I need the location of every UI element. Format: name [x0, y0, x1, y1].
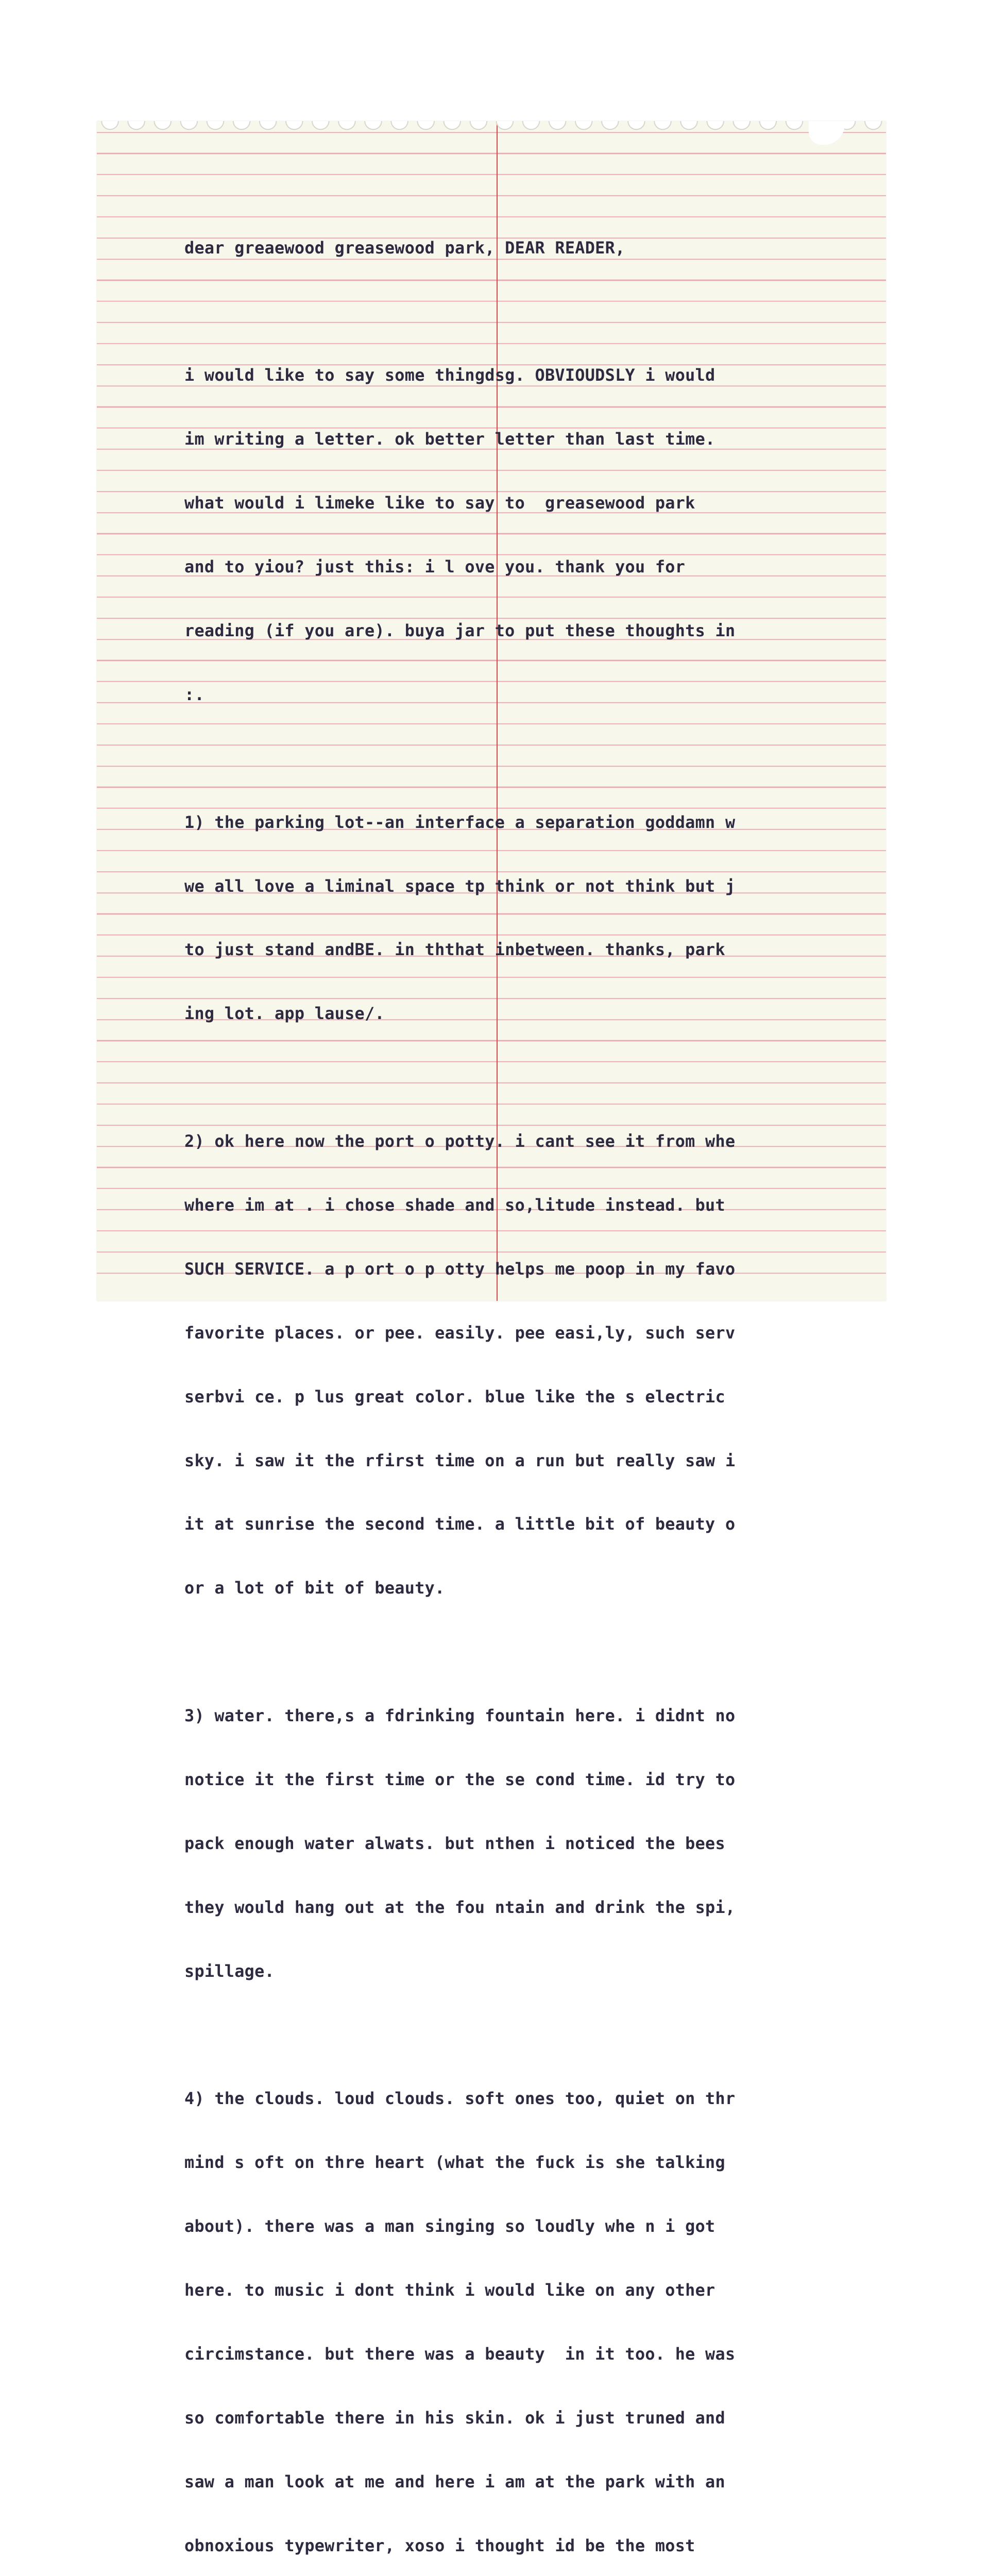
text-line: we all love a liminal space tp think or not think but j [184, 876, 736, 896]
torn-corner [809, 121, 845, 145]
notebook-paper [97, 121, 886, 2555]
text-line: i would like to say some thingdsg. OBVIOUDSLY i would [184, 366, 715, 385]
text-line: so comfortable there in his skin. ok i just truned and [184, 2408, 725, 2428]
text-line: 2) ok here now the port o potty. i cant see it from whe [184, 1132, 736, 1151]
text-line: dear greaewood greasewood park, DEAR READER, [184, 238, 625, 258]
text-line: serbvi ce. p lus great color. blue like the s electric [184, 1387, 725, 1406]
text-line: im writing a letter. ok better letter than last time. [184, 430, 715, 449]
text-line: notice it the first time or the se cond time. id try to [184, 1770, 736, 1789]
text-line: 1) the parking lot--an interface a separation goddamn w [184, 812, 736, 832]
typewritten-letter [184, 195, 735, 2576]
text-line: obnoxious typewriter, xoso i thought id be the most [184, 2536, 695, 2555]
binder-holes [97, 121, 886, 137]
text-line: 4) the clouds. loud clouds. soft ones too, quiet on thr [184, 2089, 736, 2109]
text-line: reading (if you are). buya jar to put these thoughts in [184, 621, 736, 640]
item-parking-lot [184, 769, 735, 1067]
text-line: where im at . i chose shade and so,litude instead. but [184, 1195, 725, 1215]
text-line: here. to music i dont think i would like on any other [184, 2281, 715, 2300]
text-line: to just stand andBE. in ththat inbetween. thanks, park [184, 940, 725, 960]
item-water [184, 1663, 735, 2024]
item-port-o-potty [184, 1088, 735, 1641]
text-line: it at sunrise the second time. a little bit of beauty o [184, 1515, 736, 1534]
text-line: favorite places. or pee. easily. pee easi,ly, such serv [184, 1323, 736, 1343]
text-line: sky. i saw it the rfirst time on a run but really saw i [184, 1451, 736, 1470]
text-line: what would i limeke like to say to greasewood park [184, 494, 695, 513]
text-line: or a lot of bit of beauty. [184, 1579, 445, 1598]
salutation [184, 195, 735, 301]
text-line: circimstance. but there was a beauty in it too. he was [184, 2344, 736, 2364]
text-line: SUCH SERVICE. a p ort o p otty helps me poop in my favo [184, 1259, 736, 1279]
text-line: and to yiou? just this: i l ove you. thank you for [184, 557, 686, 577]
intro-paragraph [184, 323, 735, 748]
text-line: spillage. [184, 1961, 275, 1981]
text-line: ing lot. app lause/. [184, 1004, 385, 1024]
text-line: about). there was a man singing so loudly whe n i got [184, 2217, 715, 2236]
item-clouds [184, 2046, 735, 2576]
text-line: pack enough water alwats. but nthen i noticed the bees [184, 1834, 725, 1853]
text-line: they would hang out at the fou ntain and drink the spi, [184, 1897, 736, 1917]
text-line: mind s oft on thre heart (what the fuck is she talking [184, 2153, 725, 2173]
text-line: saw a man look at me and here i am at the park with an [184, 2472, 725, 2492]
text-line: :. [184, 685, 204, 704]
text-line: 3) water. there,s a fdrinking fountain here. i didnt no [184, 1706, 736, 1726]
